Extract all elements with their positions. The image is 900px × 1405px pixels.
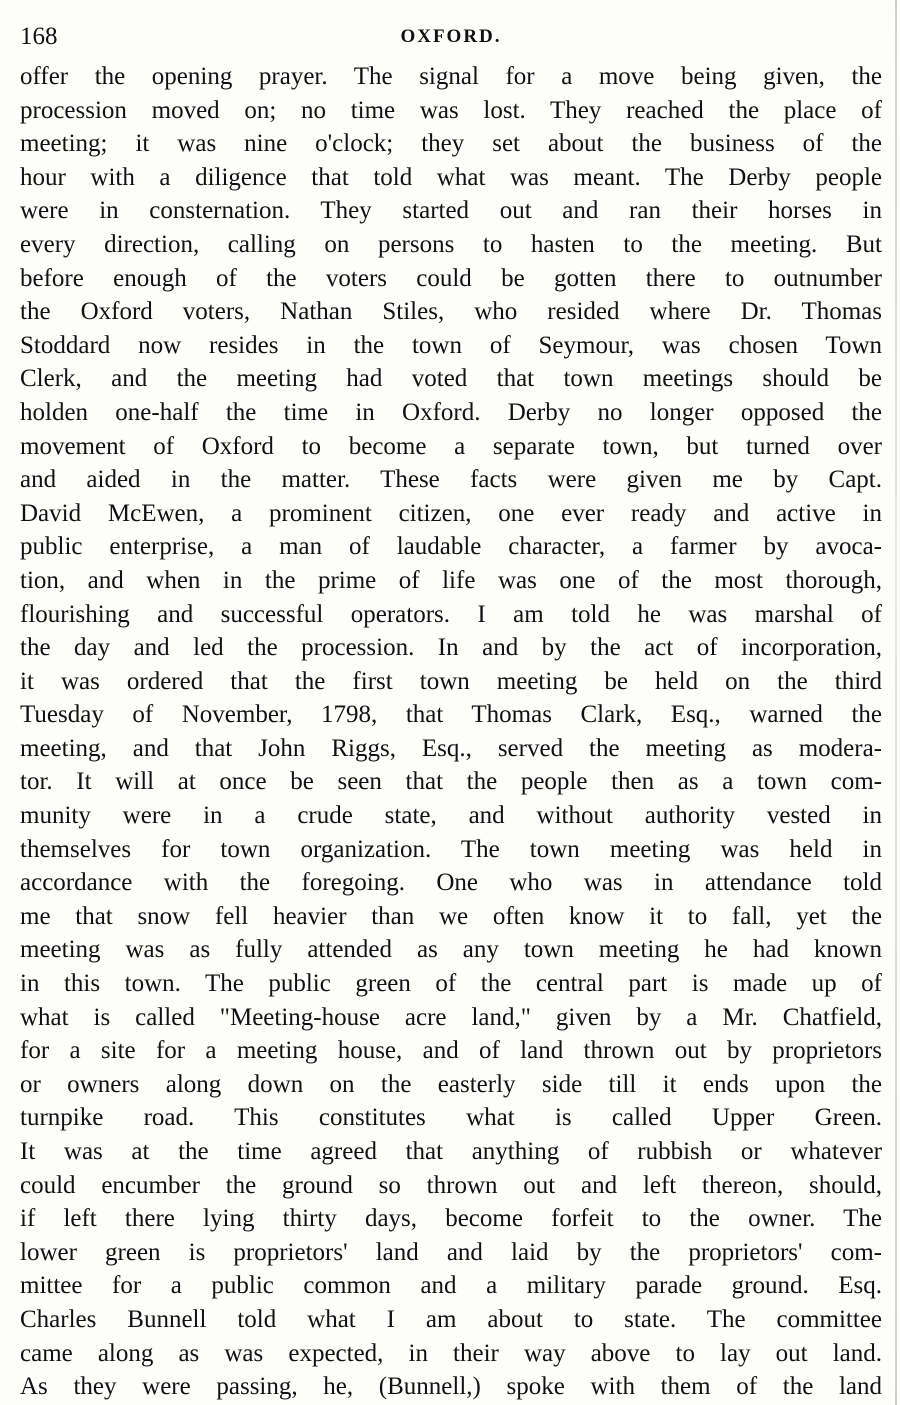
text-line: Tuesday of November, 1798, that Thomas Clark, Esq., warned the (20, 701, 882, 729)
text-line: Charles Bunnell told what I am about to state. The committee (20, 1305, 882, 1333)
text-line: turnpike road. This constitutes what is called Upper Green. (20, 1104, 882, 1132)
text-line: were in consternation. They started out and ran their horses in (20, 197, 882, 225)
text-line: As they were passing, he, (Bunnell,) spoke with them of the land (20, 1373, 882, 1401)
text-line: me that snow fell heavier than we often know it to fall, yet the (20, 902, 882, 930)
text-line: before enough of the voters could be gotten there to outnumber (20, 264, 882, 292)
page-number: 168 (20, 23, 58, 50)
text-line: Clerk, and the meeting had voted that town meetings should be (20, 365, 882, 393)
text-line: for a site for a meeting house, and of land thrown out by proprietors (20, 1037, 882, 1065)
text-line: could encumber the ground so thrown out and left thereon, should, (20, 1171, 882, 1199)
text-line: meeting was as fully attended as any town meeting he had known (20, 936, 882, 964)
text-line: the day and led the procession. In and by the act of incorporation, (20, 634, 882, 662)
text-line: the Oxford voters, Nathan Stiles, who resided where Dr. Thomas (20, 298, 882, 326)
text-line: themselves for town organization. The town meeting was held in (20, 835, 882, 863)
body-text (20, 60, 882, 1404)
text-line: it was ordered that the first town meeting be held on the third (20, 667, 882, 695)
text-line: what is called "Meeting-house acre land," given by a Mr. Chatfield, (20, 1003, 882, 1031)
text-line: movement of Oxford to become a separate town, but turned over (20, 432, 882, 460)
page-gutter-edge (895, 0, 897, 1405)
text-line: procession moved on; no time was lost. They reached the place of (20, 96, 882, 124)
text-line: hour with a diligence that told what was meant. The Derby people (20, 163, 882, 191)
text-line: munity were in a crude state, and without authority vested in (20, 802, 882, 830)
page-header (20, 20, 882, 54)
text-line: public enterprise, a man of laudable character, a farmer by avoca- (20, 533, 882, 561)
text-line: came along as was expected, in their way above to lay out land. (20, 1339, 882, 1367)
text-line: every direction, calling on persons to hasten to the meeting. But (20, 230, 882, 258)
text-line: It was at the time agreed that anything of rubbish or whatever (20, 1138, 882, 1165)
text-line: lower green is proprietors' land and laid by the proprietors' com- (20, 1238, 882, 1266)
text-line: flourishing and successful operators. I am told he was marshal of (20, 600, 882, 628)
text-line: David McEwen, a prominent citizen, one ever ready and active in (20, 499, 882, 527)
text-line: Stoddard now resides in the town of Seymour, was chosen Town (20, 331, 882, 359)
text-line: meeting, and that John Riggs, Esq., served the meeting as modera- (20, 734, 882, 762)
text-line: tor. It will at once be seen that the people then as a town com- (20, 768, 882, 796)
text-line: or owners along down on the easterly side till it ends upon the (20, 1070, 882, 1098)
text-line: offer the opening prayer. The signal for a move being given, the (20, 63, 882, 90)
text-line: accordance with the foregoing. One who was in attendance told (20, 869, 882, 897)
text-line: if left there lying thirty days, become forfeit to the owner. The (20, 1205, 882, 1233)
text-line: and aided in the matter. These facts were given me by Capt. (20, 466, 882, 494)
text-line: tion, and when in the prime of life was one of the most thorough, (20, 566, 882, 594)
text-line: in this town. The public green of the central part is made up of (20, 970, 882, 998)
text-line: mittee for a public common and a military parade ground. Esq. (20, 1272, 882, 1300)
text-line: meeting; it was nine o'clock; they set about the business of the (20, 130, 882, 158)
text-line: holden one-half the time in Oxford. Derby no longer opposed the (20, 398, 882, 426)
running-head: OXFORD. (400, 26, 502, 47)
